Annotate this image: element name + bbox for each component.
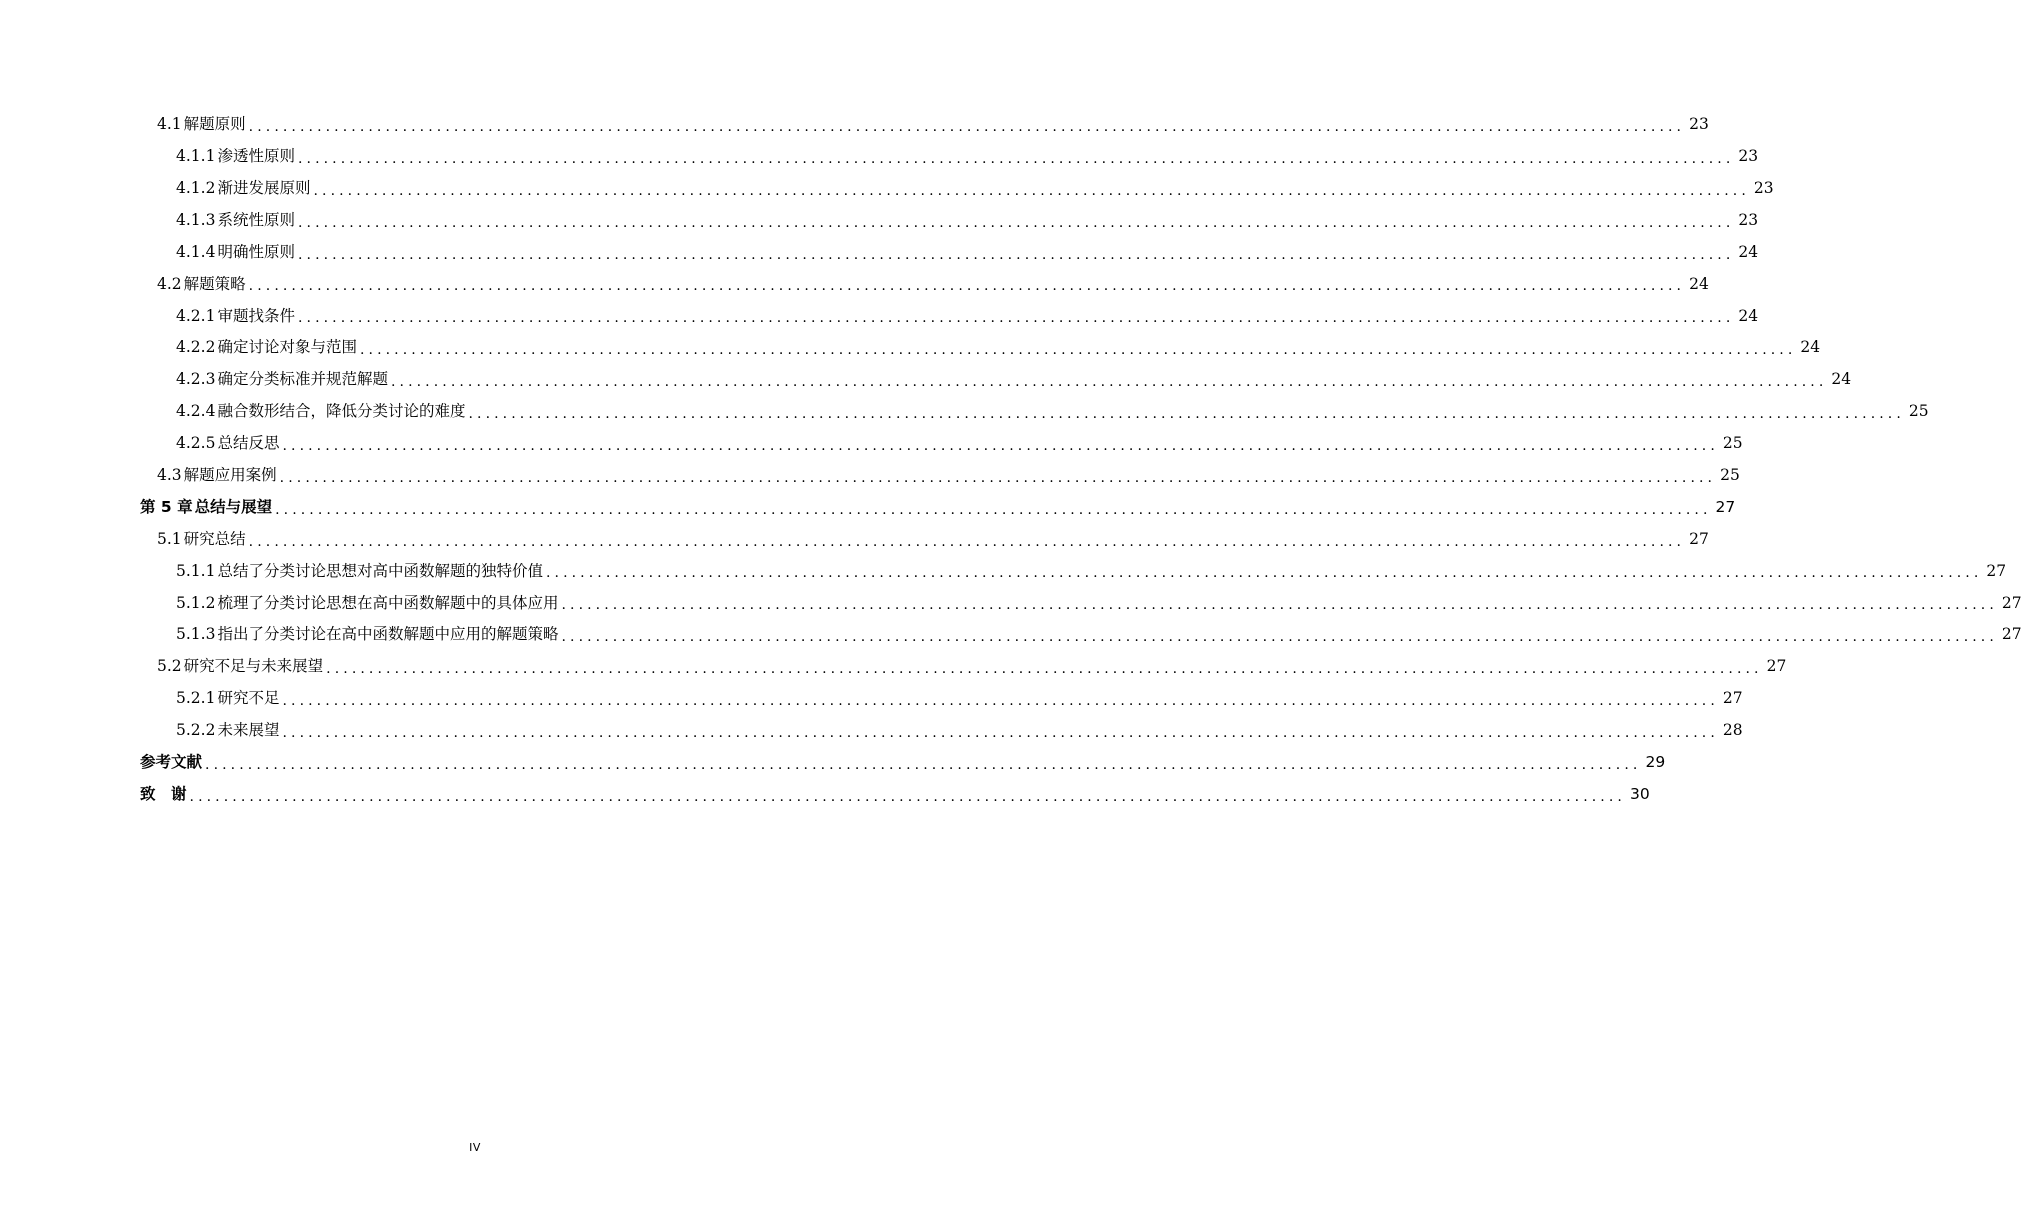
toc-entry-number: 4.2.4 bbox=[176, 402, 216, 421]
toc-entry-title: 系统性原则 bbox=[217, 210, 295, 229]
toc-entry-page: 27 bbox=[2001, 625, 2022, 644]
toc-entry-line bbox=[176, 434, 1743, 453]
toc-entry-number: 4.2.5 bbox=[176, 434, 216, 453]
toc-entry-number: 5.1 bbox=[157, 529, 182, 548]
toc-entry-line bbox=[176, 689, 1743, 708]
toc-entry-line bbox=[176, 178, 1774, 197]
toc-entry[interactable] bbox=[0, 237, 1759, 269]
toc-dot-leader bbox=[326, 662, 1762, 676]
toc-entry-title: 指出了分类讨论在高中函数解题中应用的解题策略 bbox=[217, 625, 559, 644]
toc-entry-number: 5.2 bbox=[157, 657, 182, 676]
toc-dot-leader bbox=[391, 375, 1827, 389]
toc-entry-line bbox=[157, 274, 1709, 293]
toc-dot-leader bbox=[561, 598, 1997, 612]
toc-entry-title: 研究总结 bbox=[183, 529, 246, 548]
toc-entry-page: 27 bbox=[1689, 529, 1709, 548]
toc-entry-line bbox=[176, 402, 1929, 421]
toc-dot-leader bbox=[468, 407, 1904, 421]
toc-entry-page: 24 bbox=[1738, 306, 1759, 325]
toc-dot-leader bbox=[298, 311, 1734, 325]
toc-entry[interactable] bbox=[0, 779, 1650, 811]
toc-dot-leader bbox=[298, 216, 1734, 230]
toc-dot-leader bbox=[298, 248, 1734, 262]
toc-entry-line bbox=[176, 306, 1759, 325]
toc-entry-number: 4.1.2 bbox=[176, 178, 216, 197]
toc-dot-leader bbox=[280, 471, 1716, 485]
toc-entry-line bbox=[176, 338, 1821, 357]
toc-entry-line bbox=[176, 147, 1759, 166]
toc-entry[interactable] bbox=[0, 332, 1821, 364]
toc-dot-leader bbox=[282, 439, 1718, 453]
toc-entry-number: 5.1.1 bbox=[176, 561, 216, 580]
toc-entry-title: 融合数形结合，降低分类讨论的难度 bbox=[217, 402, 466, 421]
toc-entry-title: 梳理了分类讨论思想在高中函数解题中的具体应用 bbox=[217, 593, 559, 612]
toc-dot-leader bbox=[249, 535, 1685, 549]
toc-entry-title: 渐进发展原则 bbox=[217, 178, 311, 197]
toc-entry-page: 29 bbox=[1645, 753, 1666, 771]
toc-entry[interactable] bbox=[0, 492, 1736, 524]
toc-entry[interactable] bbox=[0, 173, 1774, 205]
toc-entry[interactable] bbox=[0, 587, 2022, 619]
toc-entry-page: 23 bbox=[1738, 210, 1759, 229]
toc-entry-line bbox=[157, 657, 1787, 676]
toc-entry-title: 总结与展望 bbox=[194, 497, 273, 516]
toc-entry-title: 总结反思 bbox=[217, 434, 280, 453]
toc-entry-number: 4.2 bbox=[157, 274, 182, 293]
toc-entry-number: 4.3 bbox=[157, 465, 182, 484]
toc-dot-leader bbox=[282, 694, 1718, 708]
toc-entry-number: 5.1.2 bbox=[176, 593, 216, 612]
toc-entry-line bbox=[176, 625, 2022, 644]
toc-entry-number: 4.2.2 bbox=[176, 338, 216, 357]
toc-entry[interactable] bbox=[0, 747, 1666, 779]
toc-entry-page: 23 bbox=[1738, 147, 1759, 166]
toc-entry[interactable] bbox=[0, 460, 1740, 492]
toc-dot-leader bbox=[561, 630, 1997, 644]
toc-entry-line bbox=[157, 115, 1709, 134]
toc-entry-title: 明确性原则 bbox=[217, 242, 295, 261]
toc-dot-leader bbox=[360, 343, 1796, 357]
toc-entry-title: 确定分类标准并规范解题 bbox=[217, 370, 388, 389]
toc-entry-line bbox=[176, 593, 2022, 612]
toc-entry-number: 5.1.3 bbox=[176, 625, 216, 644]
page-number: IV bbox=[469, 1141, 481, 1154]
toc-entry-page: 24 bbox=[1831, 370, 1852, 389]
toc-entry-page: 27 bbox=[1722, 689, 1743, 708]
toc-entry[interactable] bbox=[0, 396, 1929, 428]
toc-entry[interactable] bbox=[0, 651, 1787, 683]
toc-entry-number: 4.1.1 bbox=[176, 147, 216, 166]
toc-entry-line bbox=[157, 465, 1740, 484]
toc-entry-title: 未来展望 bbox=[217, 721, 280, 740]
toc-dot-leader bbox=[205, 758, 1641, 772]
toc-entry-line bbox=[176, 242, 1759, 261]
toc-entry[interactable] bbox=[0, 205, 1759, 237]
toc-entry[interactable] bbox=[0, 555, 2007, 587]
toc-entry-title: 致 谢 bbox=[140, 784, 187, 803]
toc-entry-number: 5.2.1 bbox=[176, 689, 216, 708]
toc-entry-line bbox=[176, 721, 1743, 740]
toc-entry[interactable] bbox=[0, 141, 1759, 173]
toc-dot-leader bbox=[249, 120, 1685, 134]
toc-entry-number: 4.2.3 bbox=[176, 370, 216, 389]
toc-entry[interactable] bbox=[0, 109, 1709, 141]
toc-entry-line bbox=[140, 784, 1650, 803]
toc-dot-leader bbox=[282, 726, 1718, 740]
toc-entry-title: 渗透性原则 bbox=[217, 147, 295, 166]
toc-entry-page: 27 bbox=[1715, 497, 1736, 516]
toc-entry-line bbox=[140, 497, 1736, 516]
toc-entry-title: 参考文献 bbox=[140, 753, 203, 771]
toc-dot-leader bbox=[190, 790, 1626, 804]
toc-dot-leader bbox=[546, 566, 1982, 580]
toc-entry-page: 24 bbox=[1738, 242, 1759, 261]
toc-entry-page: 25 bbox=[1720, 465, 1740, 484]
toc-entry-title: 研究不足 bbox=[217, 689, 280, 708]
toc-entry[interactable] bbox=[0, 524, 1709, 556]
toc-entry-number: 4.1.4 bbox=[176, 242, 216, 261]
toc-dot-leader bbox=[249, 279, 1685, 293]
toc-entry-number: 5.2.2 bbox=[176, 721, 216, 740]
toc-entry-number: 4.1.3 bbox=[176, 210, 216, 229]
toc-entry-title: 总结了分类讨论思想对高中函数解题的独特价值 bbox=[217, 561, 543, 580]
toc-entry-title: 研究不足与未来展望 bbox=[183, 657, 324, 676]
toc-entry-title: 解题应用案例 bbox=[183, 465, 277, 484]
toc-entry-line bbox=[176, 370, 1852, 389]
toc-entry[interactable] bbox=[0, 715, 1743, 747]
toc-entry[interactable] bbox=[0, 683, 1743, 715]
toc-entry-page: 23 bbox=[1753, 178, 1774, 197]
toc-entry-title: 解题原则 bbox=[183, 115, 246, 134]
toc-entry-line bbox=[176, 210, 1759, 229]
toc-entry-number: 4.2.1 bbox=[176, 306, 216, 325]
toc-entry[interactable] bbox=[0, 364, 1852, 396]
toc-dot-leader bbox=[275, 503, 1711, 517]
toc-entry-line bbox=[176, 561, 2007, 580]
toc-entry-page: 25 bbox=[1722, 434, 1743, 453]
toc-entry-page: 25 bbox=[1908, 402, 1929, 421]
toc-entry-page: 27 bbox=[2001, 593, 2022, 612]
toc-entry[interactable] bbox=[0, 428, 1743, 460]
toc-entry-line bbox=[157, 529, 1709, 548]
toc-entry-page: 27 bbox=[1766, 657, 1787, 676]
toc-entry-page: 24 bbox=[1800, 338, 1821, 357]
toc-entry-page: 24 bbox=[1689, 274, 1709, 293]
toc-entry[interactable] bbox=[0, 300, 1759, 332]
toc-entry-number: 第 5 章 bbox=[140, 497, 193, 516]
toc-entry[interactable] bbox=[0, 268, 1709, 300]
toc-entry-line bbox=[140, 753, 1666, 771]
toc-entry-page: 30 bbox=[1629, 784, 1650, 803]
toc-entry-title: 确定讨论对象与范围 bbox=[217, 338, 357, 357]
toc-dot-leader bbox=[313, 184, 1749, 198]
toc-entry-page: 28 bbox=[1722, 721, 1743, 740]
toc-dot-leader bbox=[298, 152, 1734, 166]
table-of-contents bbox=[0, 109, 2022, 811]
toc-entry-title: 解题策略 bbox=[183, 274, 246, 293]
toc-entry-title: 审题找条件 bbox=[217, 306, 295, 325]
toc-entry[interactable] bbox=[0, 619, 2022, 651]
toc-entry-number: 4.1 bbox=[157, 115, 182, 134]
toc-entry-page: 27 bbox=[1986, 561, 2007, 580]
toc-entry-page: 23 bbox=[1689, 115, 1709, 134]
